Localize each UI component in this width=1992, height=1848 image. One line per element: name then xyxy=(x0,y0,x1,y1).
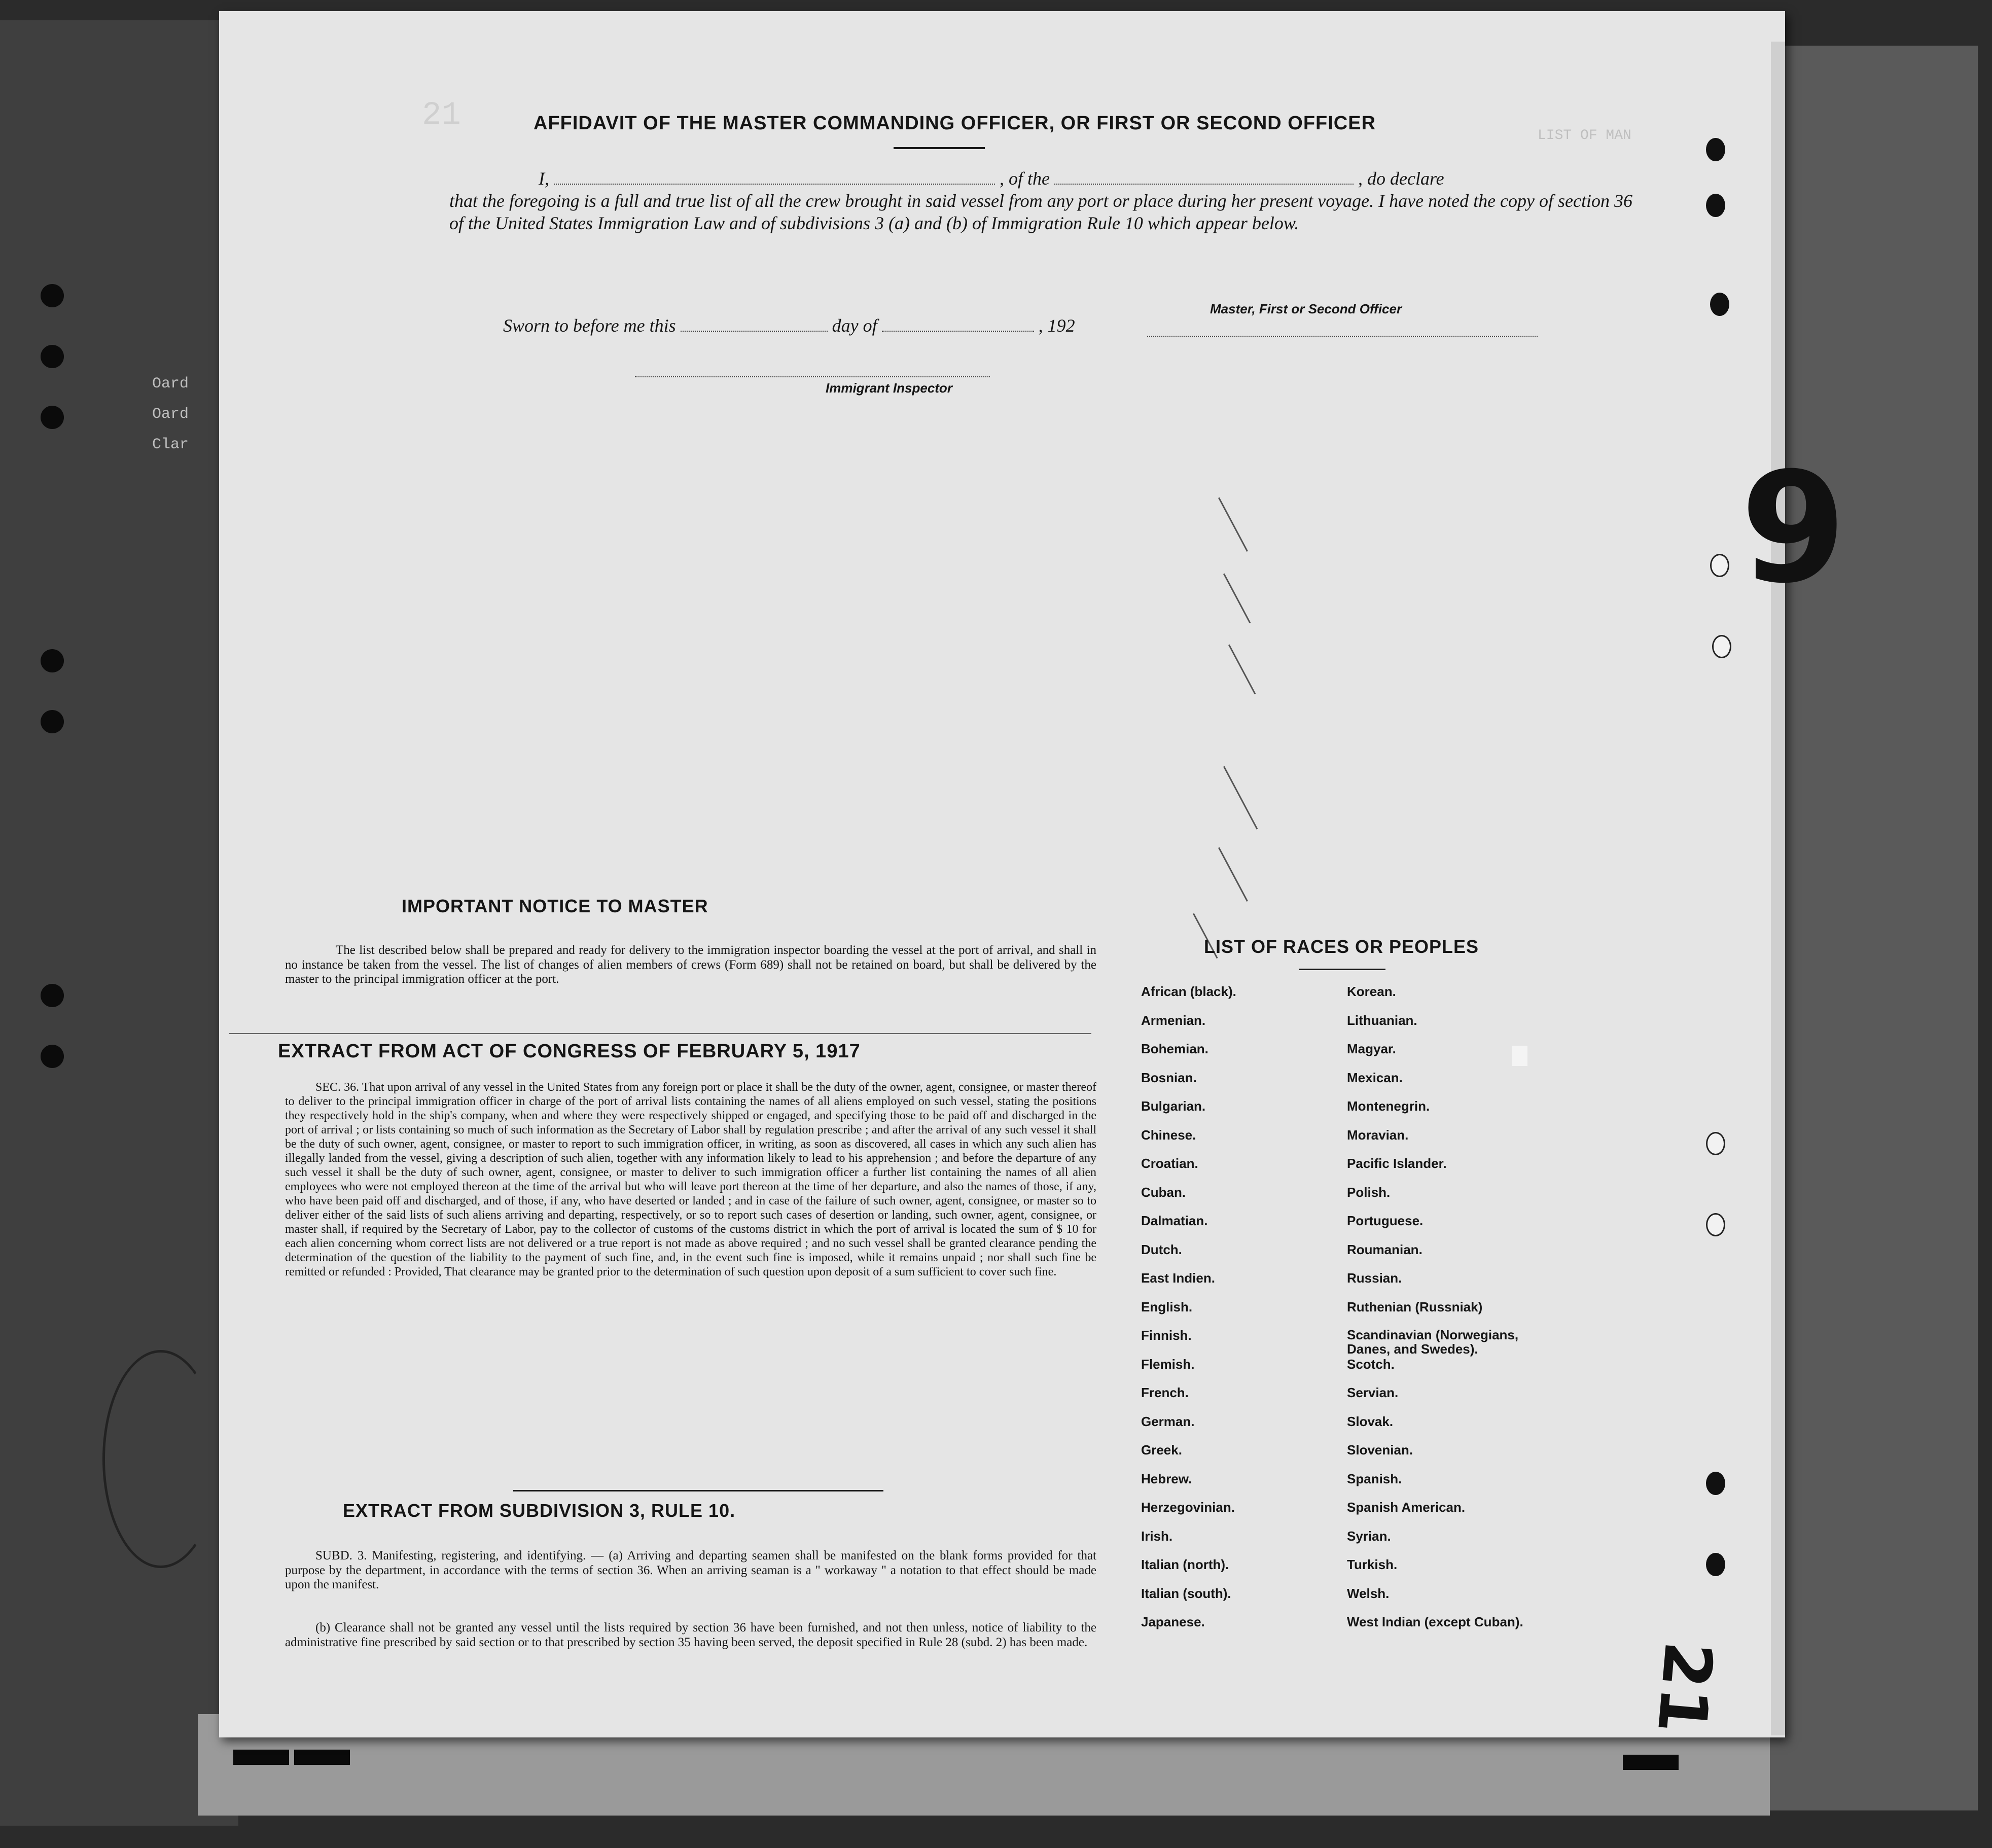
name-field[interactable] xyxy=(554,168,995,185)
show-through-text: 21 xyxy=(422,97,461,134)
punch-hole xyxy=(1706,1472,1725,1495)
underlying-sheet-right xyxy=(1765,46,1978,1810)
race-item: Turkish. xyxy=(1347,1557,1398,1572)
race-item: Croatian. xyxy=(1141,1156,1198,1171)
race-item: Servian. xyxy=(1347,1385,1399,1400)
race-item: Syrian. xyxy=(1347,1528,1391,1544)
race-item: Spanish. xyxy=(1347,1471,1402,1486)
races-title: LIST OF RACES OR PEOPLES xyxy=(1204,936,1479,957)
binding-tab xyxy=(233,1750,289,1765)
race-item: Slovak. xyxy=(1347,1413,1394,1429)
underlying-page-text: Oard xyxy=(152,375,189,393)
officer-caption: Master, First or Second Officer xyxy=(1210,301,1402,316)
race-item: Greek. xyxy=(1141,1442,1182,1458)
notice-body: The list described below shall be prepared and ready for delivery to the immigration inspector boarding the vessel at the port of arrival, and shall in no instance be taken from the vessel. The list of changes of alien members of crews (Form 689) shall not be retained on board, but shall be delivered by the master to the principal immigration officer at the port. xyxy=(285,943,1096,986)
decl-of-the: , of the xyxy=(1000,168,1050,189)
race-item: Japanese. xyxy=(1141,1614,1205,1629)
race-item: Portuguese. xyxy=(1347,1213,1424,1228)
handwritten-mark xyxy=(1228,645,1256,695)
title-rule xyxy=(894,147,985,149)
inspector-caption: Immigrant Inspector xyxy=(826,380,952,396)
declaration-body: that the foregoing is a full and true list of all the crew brought in said vessel from any port or place during her present voyage. I have noted the copy of section 36 of the United States Immigration Law and of subdivisions 3 (a) and (b) of Immigration Rule 10 which appear below. xyxy=(449,191,1632,233)
race-item: Spanish American. xyxy=(1347,1500,1466,1515)
race-item: Chinese. xyxy=(1141,1127,1196,1143)
extract-rule-body-a: SUBD. 3. Manifesting, registering, and identifying. — (a) Arriving and departing seamen shall be manifested on the blank forms provided for that purpose by the department, in accordance with the terms of section 36. When an arriving seaman is a " workaway " a notation to that effect should be made upon the manifest. xyxy=(285,1549,1096,1591)
decl-i: I, xyxy=(539,168,549,189)
races-title-rule xyxy=(1299,969,1385,970)
race-item: Bulgarian. xyxy=(1141,1098,1206,1114)
punch-hole xyxy=(1710,554,1729,577)
race-item: Polish. xyxy=(1347,1184,1391,1200)
section-rule xyxy=(513,1490,883,1491)
handwritten-mark xyxy=(1218,497,1248,552)
race-item: Irish. xyxy=(1141,1528,1173,1544)
extract-congress-title: EXTRACT FROM ACT OF CONGRESS OF FEBRUARY 5, 1917 xyxy=(278,1041,861,1062)
affidavit-title: AFFIDAVIT OF THE MASTER COMMANDING OFFICER, OR FIRST OR SECOND OFFICER xyxy=(533,113,1376,134)
punch-hole xyxy=(1706,138,1725,161)
race-item: Magyar. xyxy=(1347,1041,1396,1056)
race-item: French. xyxy=(1141,1385,1189,1400)
race-item: East Indien. xyxy=(1141,1270,1215,1286)
race-item: Dalmatian. xyxy=(1141,1213,1208,1228)
handwritten-mark xyxy=(1223,574,1251,624)
race-item: Mexican. xyxy=(1347,1070,1403,1085)
declaration-line-1 xyxy=(468,167,1685,190)
race-item: Montenegrin. xyxy=(1347,1098,1430,1114)
race-item: Cuban. xyxy=(1141,1184,1186,1200)
notice-title: IMPORTANT NOTICE TO MASTER xyxy=(402,896,708,916)
inspector-signature-line[interactable] xyxy=(635,361,990,377)
affidavit-page xyxy=(219,11,1846,1737)
sworn-day-of: day of xyxy=(832,315,877,336)
sworn-year: , 192 xyxy=(1038,315,1075,336)
race-item: Moravian. xyxy=(1347,1127,1409,1143)
race-item: Dutch. xyxy=(1141,1241,1182,1257)
binding-tab xyxy=(1623,1755,1679,1770)
race-item: African (black). xyxy=(1141,984,1236,999)
section-rule xyxy=(229,1033,1091,1034)
vessel-field[interactable] xyxy=(1054,168,1354,185)
race-item: Herzegovinian. xyxy=(1141,1500,1235,1515)
race-item: Italian (north). xyxy=(1141,1557,1229,1572)
handwritten-page-number: 21 xyxy=(1642,1639,1728,1737)
race-item: Roumanian. xyxy=(1347,1241,1422,1257)
race-item: Russian. xyxy=(1347,1270,1402,1286)
binding-tab xyxy=(294,1750,350,1765)
race-item: Scandinavian (Norwegians, Danes, and Swedes). xyxy=(1347,1327,1519,1357)
punch-hole xyxy=(1712,635,1731,658)
correction-tape xyxy=(1512,1046,1527,1066)
punch-hole xyxy=(1706,1213,1725,1236)
handwritten-mark xyxy=(1218,847,1248,902)
race-item: Ruthenian (Russniak) xyxy=(1347,1299,1483,1314)
race-item: Scotch. xyxy=(1347,1356,1395,1372)
race-item: Pacific Islander. xyxy=(1347,1156,1447,1171)
punch-hole xyxy=(1706,1132,1725,1155)
race-item: Finnish. xyxy=(1141,1328,1192,1343)
sworn-prefix: Sworn to before me this xyxy=(503,315,676,336)
page-right-edge xyxy=(1771,42,1785,1735)
race-item: Hebrew. xyxy=(1141,1471,1192,1486)
sworn-day-field[interactable] xyxy=(681,315,828,332)
race-item: Slovenian. xyxy=(1347,1442,1413,1458)
punch-hole xyxy=(1706,1553,1725,1576)
race-item: West Indian (except Cuban). xyxy=(1347,1614,1523,1629)
race-item: Bohemian. xyxy=(1141,1041,1208,1056)
officer-signature-line[interactable] xyxy=(1147,315,1538,337)
sworn-month-field[interactable] xyxy=(882,315,1034,332)
race-item: English. xyxy=(1141,1299,1193,1314)
show-through-mark xyxy=(102,1350,219,1568)
race-item: Flemish. xyxy=(1141,1356,1195,1372)
extract-congress-body: SEC. 36. That upon arrival of any vessel in the United States from any foreign port or place it shall be the duty of the owner, agent, consignee, or master thereof to deliver to the principal immigration officer in charge of the port of arrival lists containing the names of all aliens employed on such vessel, stating the positions they respectively hold in the ship's company, when and where they were respectively shipped or engaged, and specifying those to be paid off and discharged in the port of arrival ; or lists containing so much of such information as the Secretary of Labor shall by regulation prescribe ; and after the arrival of any such vessel it shall be the duty of such owner, agent, consignee, or master to report to such immigration officer, in writing, as soon as discovered, all cases in which any such alien has illegally landed from the vessel, giving a description of such alien, together with any information likely to lead to his apprehension ; and before the departure of any such vessel it shall be the duty of such owner, agent, consignee, or master to deliver to such immigration officer a further list containing the names of all alien employees who were not employed thereon at the time of the arrival but who will leave port thereon at the time of her departure, and also the names of those, if any, who have been paid off and discharged, and of those, if any, who have deserted or landed ; and in case of the failure of such owner, agent, consignee, or master so to deliver either of the said lists of such aliens arriving and departing, respectively, or so to report such cases of desertion or landing, such owner, agent, consignee, or master shall, if required by the Secretary of Labor, pay to the collector of customs of the customs district in which the port of arrival is located the sum of $ 10 for each alien concerning whom correct lists are not delivered or a true report is not made as above required ; and no such vessel shall be granted clearance pending the determination of the question of the liability to the payment of such fine, and, in the event such fine is imposed, while it remains unpaid ; nor shall such fine be remitted or refunded : Provided, That clearance may be granted prior to the determination of such question upon deposit of a sum sufficient to cover such fine. xyxy=(285,1081,1096,1278)
show-through-text: LIST OF MAN xyxy=(1538,128,1631,144)
underlying-page-text: Clar xyxy=(152,436,189,453)
races-right-column xyxy=(1347,984,1631,1643)
handwritten-number: 9 xyxy=(1740,440,1846,617)
race-item: Italian (south). xyxy=(1141,1585,1231,1601)
punch-hole xyxy=(1706,194,1725,217)
punch-hole xyxy=(1710,293,1729,316)
underlying-page-text: Oard xyxy=(152,406,189,423)
race-item: Bosnian. xyxy=(1141,1070,1197,1085)
race-item: Lithuanian. xyxy=(1347,1012,1417,1028)
extract-rule-body-b: (b) Clearance shall not be granted any vessel until the lists required by section 36 have been furnished, and not then unless, notice of liability to the administrative fine prescribed by said section or to that prescribed by section 35 having been served, the deposit specified in Rule 28 (subd. 2) has been made. xyxy=(285,1621,1096,1649)
decl-do-declare: , do declare xyxy=(1358,168,1444,189)
race-item: Armenian. xyxy=(1141,1012,1206,1028)
handwritten-mark xyxy=(1223,766,1258,830)
race-item: Korean. xyxy=(1347,984,1396,999)
underlying-sheet xyxy=(0,20,238,1826)
race-item: German. xyxy=(1141,1413,1195,1429)
race-item: Welsh. xyxy=(1347,1585,1390,1601)
extract-rule-title: EXTRACT FROM SUBDIVISION 3, RULE 10. xyxy=(343,1500,736,1521)
